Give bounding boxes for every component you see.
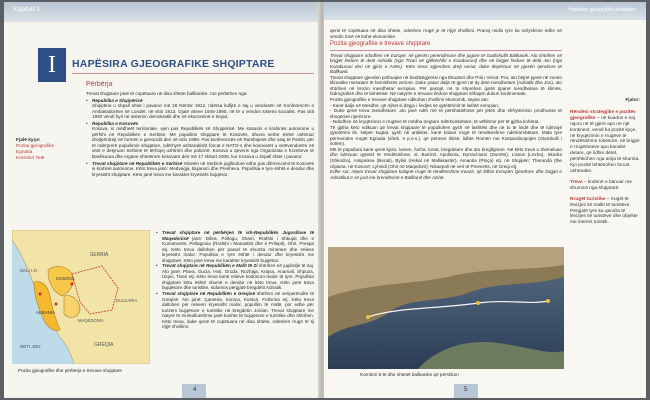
list-item: • Trevat shqiptare në Republikën e Malit të Zi shtrihen në juglindje të saj. Ato janë: Plava, Gucia, Hoti, Gruda, Rozhaja, Krajsa, Anamali, Shpuza, Ulqini, Tivari etj. Këto treva kanë relieve kodrinoro-malor të tyre. Popullsia shqiptare këtu është shumë e dendur në këto treva. Këto janë treva bujqësore dhe turistike, sidomos përgjatë bregdetit Adriatik.	[156, 263, 314, 291]
map-caption: Pozita gjeografike dhe përbërja e trevave shqiptare	[18, 368, 122, 373]
chapter-title: HAPËSIRA GJEOGRAFIKE SHQIPTARE	[72, 58, 275, 70]
keyword-term: Pozita gjeografike	[16, 144, 55, 149]
paragraph: - Kanë dalje në Mesdhe, që rrjhet si dëgjo i lindjes së qytetërimit të lashtë evropian;	[330, 102, 500, 108]
map-label: MAQEDONIA	[78, 318, 104, 323]
corridor-photo	[328, 247, 564, 369]
keywords-sidenote	[16, 138, 78, 162]
section-rule	[330, 50, 562, 51]
map-label: KOSOVA	[56, 276, 75, 281]
left-page	[4, 2, 320, 398]
page-number: 5	[464, 387, 468, 393]
right-running-head: Hapësira gjeografike shqiptare	[568, 7, 636, 13]
photo-caption: Korridori 8-të dhe shtetet ballkanike që përshkon	[360, 372, 459, 377]
list-item: • Republika e Kosovës Kosova, si mëdheët territoriale, vjen pas Republikës së Shqipërisë. Me statusin e krahinës autonome u përfshi në Republikën e Serbisë. Më popullimi shqiptare të Kosovës, dhuna serbe është ushtruar drejtpërdrejt në formën e genocidit deri në vitin 1999. Pas konferencës në Rambujesë dhe asaj të Parisit, për të ndërprerë popullimin shqiptare, ndërhyrë ushtarakisht forcat e NATO-s dhe kosovarët u vetëvendosën në vitet e detyruan Serbinë të tërhiqej ushtrimi dhe policinë. Kosova u qeveris nga Organizata e Kombeve të Bashkuara dhe organe shtetërore kosovare deri më 17 shkurt 2008, kur Kosova u shpall shtet i pavarur.	[86, 121, 314, 160]
list-item: • Trevat shqiptare në Republikën e Serbisë mbetën në Serbinë jugllindore edhe pas diferencimit të Kosovës si krahinë autonome. Këto treva janë: Medvegja, Bujanoci dhe Presheva. Popullsia e tyre është e dendur dhe kryesisht shqiptare. Këto janë treva me karakter kryesisht bujqësor.	[86, 161, 314, 178]
left-text-column-lower	[156, 230, 314, 330]
keyword-term: Korridori Tetë	[16, 156, 45, 161]
map-label: BULGARIA	[116, 298, 138, 303]
map-label: GREQIA	[94, 342, 114, 348]
page-number: 4	[193, 387, 197, 393]
left-text-column	[86, 91, 314, 178]
glossary-label: Fjalor:	[625, 98, 640, 103]
list-item: • Trevat shqiptare në Republikën e Greqisë shtrihen në veriperëndim të Greqisë. Ato janë: Çamëria, Konica, Kosturi, Follorina etj. Këto treva dallohen për relievin kryesisht malor, popullim të rrallë, por edhe për turizëm bujqësore e turistike në bregdetin Jonian. Trevat shqiptare me natyrë të mrekullueshme janë kushte të bujqësore e turistike dhe shtrihen. Këto treva, duke qenë të copëtuara në disa shtete, ndeshen rrugë të tij rrjijë zhvillimi.	[156, 291, 314, 330]
paragraph: Trevat shqiptare ndodhen në Europë, në pjesën perëndimore dhe jugore të Gadishullit Ballkanik. Ato shtrihen në brigjet lindore të detit Adriatik (nga Tivari në gjithëshihi e Karaburuni) dhe në brigjet lindore të detit Jon (nga Karaburuni deri në gjirin e Artës). Këto treva zgjerohen drejt veriut, duke depërtuar në pjesën qendrore të Ballkanit.	[330, 52, 562, 75]
section-title: Pozita gjeografike e trevave shqiptare	[330, 41, 431, 48]
map-label: DETI JON	[20, 344, 41, 349]
paragraph: - Ndodhen në kryqëzimin e rrugëve të mëdha tregtare ndërkombëtare, të vëfshme për të gjitha kohërat.	[330, 119, 540, 125]
paragraph: - Duke qenë treva mesdhetare, ato janë ndër më të përshtatshmet për jetën dhe shfrytëzimin prodhuese të shoqërisë njerëzore;	[330, 108, 562, 119]
keywords-title: Fjalë kyçe:	[16, 138, 41, 143]
glossary-entry: Rrugët turistike – rrugët të lëvizjes së mallit të turistëve. Përgjatë tyre ka qendra të lëvizjes së turistëve dhe objekte me interes turistik.	[570, 196, 638, 226]
right-text-column	[330, 28, 562, 180]
paragraph: Pozita gjeografike e trevave shqiptare ndikohen zhvillimi ekonomik, sepse ato:	[330, 97, 489, 103]
glossary-entry: Rëndësi strategjike e pozitës gjeografike – në kuadrin e saj rajoni në të gjerë apo në një kontinent, vendi ka pozitë kyçe, në kryqëzimin e rrugëve të rëndësishme tokësore, në brigjet e rrugëtimeve apo kanalet detare, që lidhin detet, përshkohen nga anija të shumta. Kjo pozitë lehtësohen forcat ushtarake.	[570, 109, 640, 174]
chapter-number: I	[38, 48, 66, 82]
map-label: ALBANIA	[36, 310, 56, 315]
left-header-band	[4, 2, 320, 22]
top-paragraph: qenë të copëtuara në disa shtete, ndeshen rrugë je të rrjijë zhvillimi. Pranoj midis tyre ka ndryshime edhe në vendin tonë në kohë ekonomike.	[330, 28, 562, 39]
glossary-entry: Treva – krahinë e banuar me shumicë nga shqiptarë.	[570, 179, 632, 191]
paragraph: Më të popullara kanë qenë kjoto, lumen, fusha, tonat, bregdetare dhe ato bregllgnore. Në këto treva u themeluan dhe lulëzuan qytetet të rëndësishme, si: Butrinti, Apollonia, Dyrrachiumi (Durrësi), Lissus (Lezha), Skodra (Shkodra), Antipatrea (Berati), Bylisi (Hekal në Mallakastër), Amantia (Ploça) etj. në Shqipëri; Therandà (the Ulpiana, në Kosovë; Lyhnidi (Ohri në Maqedoni); Nikaepoli në veri të Prevezës, në Greqi etj.	[330, 146, 562, 169]
list-item: • Trevat shqiptare në përbërjen të ish-Republikës Jugosllave të Maqedonisë janë: Dibra, Pollogu, Sharri, Rrafshi i Shkupit dhe e Kumanovës, Pellagonia (Rrafshi i Manastirit dhe e Prilepit), Ohri, Prespa etj. Këto treva dallohen për pasuri të shumta minerare dhe relieve kryesisht malor. Popullsia e tyre është i dendur dhe kryesisht me shqiptarë. Këto janë treva me karakter kryesisht bujqësor.	[156, 230, 314, 263]
glossary-sidebar	[570, 98, 640, 231]
keyword-term: Egnatia	[16, 150, 33, 155]
right-page	[324, 2, 646, 398]
list-item: • Republika e Shqipërisë Shqipëria u shpall shtet i pavarur më 28 Nëntor 1912, ndërsa kufijtë e saj u vendosën në Konferencën e Ambasadorëve në Londër, në vitin 1913. Gjatë viteve 1945-1990, në të u vendos sistemi socialist. Pas vitit 1990 vendi hyri në sistemin demokratik dhe në ekonominë e tregut.	[86, 98, 314, 120]
left-running-head: Kapitulli 1	[14, 7, 41, 13]
section-title: Përbërja	[86, 81, 113, 88]
region-map	[12, 230, 150, 364]
title-rule	[72, 73, 314, 74]
paragraph: Të gjitha këto ndikuan që trevat shqiptare të popullohen qysh në lashtësi dhe në to të lindë dhe të lulëzojë qytetërimi ilir. Nëpër kugtat, qysh në antikitet, kanë kaluar rrugë të rëndësishme ndërkombëtare. Mida tyre përmenden rrugët Egnatia (shek. II p.e.s.), që përmes Ilirisë, lidhte Romën me Kostandinopojën (Stambolli i sotëm).	[330, 124, 562, 147]
intro-paragraph: Trevat shqiptare janë të copëtuara në disa shtete ballkanike. Ato përbëhen nga:	[86, 91, 248, 96]
paragraph: Trevat shqiptare gjenden pothuajse në bashkëgjerësi nga Ekuatori dhe Poli i Veriut. Pra, ato bëjnë pjesë në zonën klimatike mesatare të hemisferës veriore. Duke pasur dalje të gjerë në dy dete mesdhetare (Adriatik dhe Jon), ato shtrihen në brezin mesdhetar evropian. Për pasojë, në to shprehen qartë tiparet mesdhetare të klimës, hidrografisë dhe të bimësisë. Në natyrën e trevave lindore shqiptare shfaqen dukuri kontinentale.	[330, 74, 562, 97]
paragraph: Edhe sot, nëper trevat shqiptare kalojnë rrugë të rëndësishme tranzit, që lidhin Evropën Qendrore dhe brigjet e Adriatikut e së jurit me brendësinë e Ballkanit dhe Azinë.	[330, 169, 562, 180]
map-label: MALI I ZI	[20, 268, 37, 273]
map-label: SERBIA	[90, 252, 109, 258]
